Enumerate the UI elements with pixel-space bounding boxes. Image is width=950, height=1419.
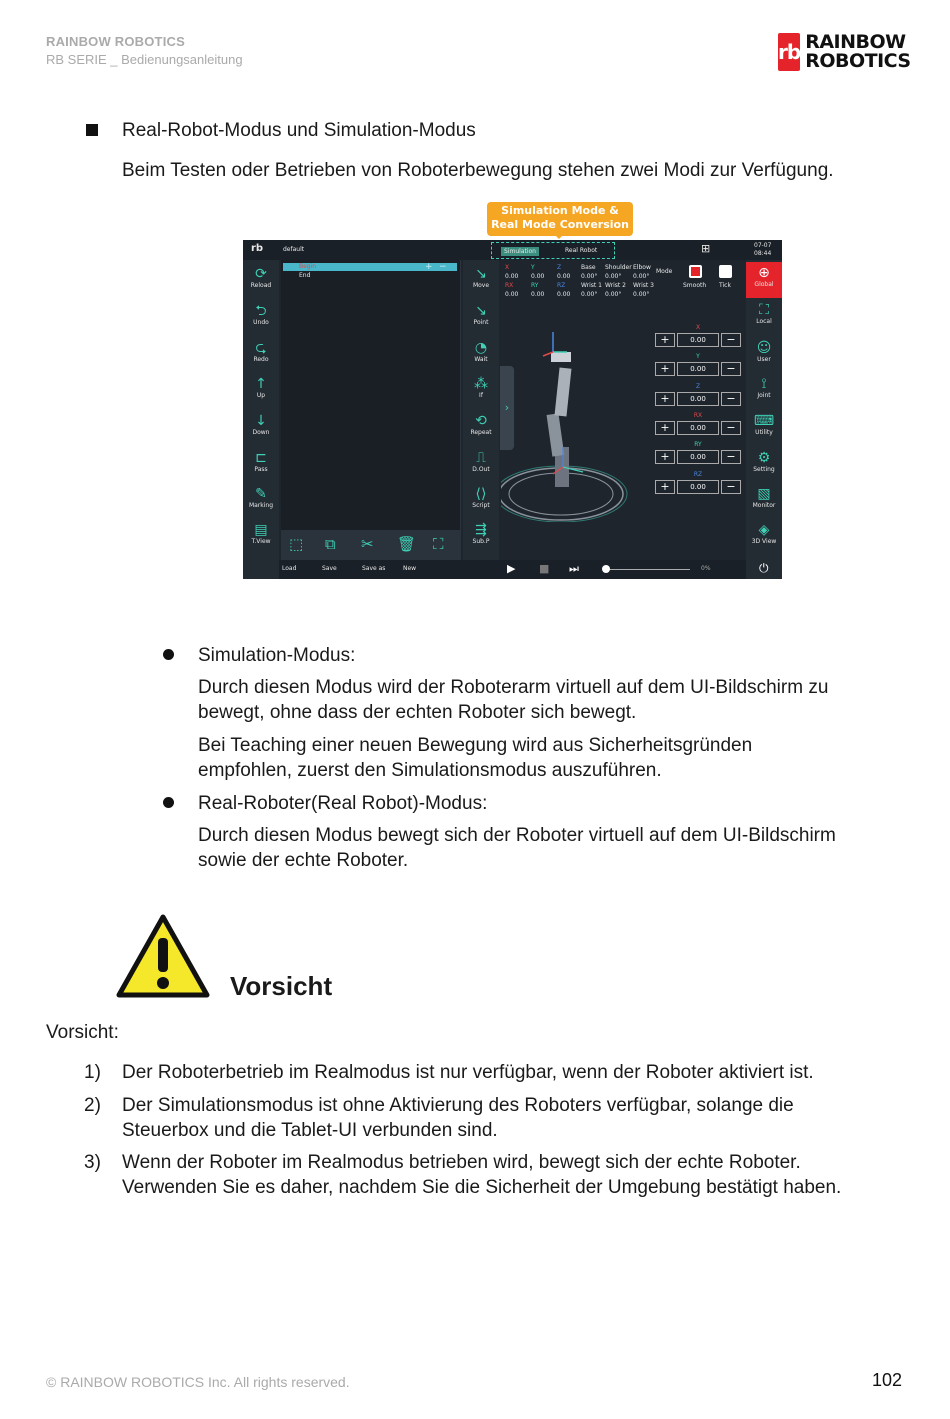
tree-begin-label: Begin: [299, 263, 317, 270]
simulation-desc-line1: Durch diesen Modus wird der Roboterarm virtuell auf dem UI-Bildschirm zu: [198, 677, 829, 698]
program-name: default: [283, 246, 305, 253]
joint-base-value: 0.00°: [581, 273, 598, 280]
screenshot-topbar: [243, 240, 782, 260]
caution-heading: Vorsicht: [230, 971, 333, 1001]
local-frame-button[interactable]: ⛶ Local: [746, 302, 782, 325]
logo-line1: RAINBOW: [805, 31, 906, 53]
if-command[interactable]: ⁂ If: [463, 376, 499, 399]
minus-icon[interactable]: −: [721, 333, 741, 347]
page-number: 102: [872, 1370, 903, 1390]
tcp-rz-value: 0.00: [557, 291, 571, 298]
plus-icon[interactable]: +: [655, 421, 675, 435]
caution-item-number: 1): [84, 1062, 101, 1083]
save-button[interactable]: Save: [322, 565, 337, 572]
caution-label: Vorsicht:: [46, 1022, 119, 1043]
joint-wrist3-label: Wrist 3: [633, 282, 654, 289]
coord-stepper-x: [655, 324, 741, 347]
tree-end-label: End: [299, 272, 311, 279]
dout-command[interactable]: ⎍ D.Out: [463, 450, 499, 473]
joint-icon: ⟟: [761, 376, 767, 392]
reload-button[interactable]: ⟳ Reload: [243, 266, 279, 289]
arrow-down-icon: ↓: [255, 413, 267, 429]
callout-line1: Simulation Mode &: [501, 204, 619, 217]
tcp-x-value: 0.00: [505, 273, 519, 280]
globe-icon: ⊕: [758, 265, 770, 281]
redo-button[interactable]: ⮎ Redo: [243, 340, 279, 363]
tcp-z-value: 0.00: [557, 273, 571, 280]
load-button[interactable]: Load: [282, 565, 297, 572]
tcp-rx-label: RX: [505, 282, 514, 289]
mode-label: Mode: [656, 268, 673, 275]
real-desc-line1: Durch diesen Modus bewegt sich der Roboter virtuell auf dem UI-Bildschirm: [198, 825, 836, 846]
caution-item-line: Der Simulationsmodus ist ohne Aktivierung des Roboters verfügbar, solange die: [122, 1095, 794, 1116]
minus-icon[interactable]: −: [721, 421, 741, 435]
company-logo: [778, 31, 911, 73]
callout-line2: Real Mode Conversion: [491, 218, 629, 231]
joint-wrist1-label: Wrist 1: [581, 282, 602, 289]
real-desc-line2: sowie der echte Roboter.: [198, 850, 409, 871]
digital-out-icon: ⎍: [476, 450, 486, 466]
step-icon[interactable]: ⏭: [569, 562, 579, 575]
coord-y-value[interactable]: 0.00: [677, 362, 719, 376]
screenshot-logo: rb: [251, 243, 264, 254]
minus-icon[interactable]: −: [721, 392, 741, 406]
bullet-dot-icon: [163, 649, 174, 660]
setting-button[interactable]: ⚙ Setting: [746, 450, 782, 473]
user-icon: ☺: [756, 340, 772, 356]
simulation-note-line2: empfohlen, zuerst den Simulationsmodus auszuführen.: [198, 760, 662, 781]
caution-item-line: Der Roboterbetrieb im Realmodus ist nur verfügbar, wenn der Roboter aktiviert ist.: [122, 1062, 814, 1083]
move-command[interactable]: ↘ Move: [463, 266, 499, 289]
repeat-icon: ⟲: [475, 413, 487, 429]
coord-x-label: X: [695, 324, 701, 331]
bullet-dot-icon: [163, 797, 174, 808]
undo-button[interactable]: ⮌ Undo: [243, 303, 279, 326]
plus-icon[interactable]: +: [655, 333, 675, 347]
minus-icon[interactable]: −: [721, 362, 741, 376]
tcp-rz-label: RZ: [557, 282, 566, 289]
save-as-button[interactable]: Save as: [362, 565, 386, 572]
coord-x-value[interactable]: 0.00: [677, 333, 719, 347]
screenshot-bottombar: [279, 560, 769, 579]
tcp-y-value: 0.00: [531, 273, 545, 280]
header-brand: RAINBOW ROBOTICS: [46, 34, 185, 49]
plus-icon[interactable]: +: [655, 392, 675, 406]
play-icon[interactable]: ▶: [507, 562, 516, 575]
simulation-note-line1: Bei Teaching einer neuen Bewegung wird aus Sicherheitsgründen: [198, 735, 753, 756]
local-icon: ⛶: [759, 302, 769, 318]
load-icon[interactable]: ⬚: [289, 535, 304, 553]
progress-text: 0%: [701, 565, 711, 572]
logo-mark: rb: [778, 33, 800, 71]
ui-screenshot: [243, 240, 782, 579]
tcp-ry-label: RY: [531, 282, 539, 289]
add-icon[interactable]: +: [425, 262, 433, 272]
progress-track[interactable]: [606, 569, 690, 570]
coord-stepper-z: [655, 383, 741, 406]
smooth-toggle[interactable]: [689, 265, 702, 278]
coord-stepper-y: [655, 353, 741, 376]
up-button[interactable]: ↑ Up: [243, 376, 279, 399]
joint-elbow-value: 0.00°: [633, 273, 650, 280]
script-icon: ⟨⟩: [475, 486, 487, 502]
script-command[interactable]: ⟨⟩ Script: [463, 486, 499, 509]
joint-elbow-label: Elbow: [633, 264, 651, 271]
3d-view-button[interactable]: ◈ 3D View: [746, 522, 782, 545]
copy-icon[interactable]: ⧉: [325, 535, 336, 553]
move-icon: ↘: [475, 266, 487, 282]
minus-icon[interactable]: −: [721, 450, 741, 464]
caution-item-number: 3): [84, 1152, 101, 1173]
simulation-mode-button[interactable]: Simulation: [501, 247, 539, 256]
fullscreen-icon[interactable]: ⛶: [433, 535, 444, 553]
right-toolbar: [746, 260, 782, 579]
mode-conversion-callout: [487, 202, 633, 236]
clock-icon: ◔: [474, 340, 488, 356]
coord-z-label: Z: [695, 383, 701, 390]
power-icon[interactable]: ⏻: [759, 561, 769, 575]
smooth-label: Smooth: [683, 282, 707, 289]
monitor-button[interactable]: ▧ Monitor: [746, 486, 782, 509]
pencil-icon: ✎: [255, 486, 267, 502]
square-bullet-icon: [86, 124, 98, 136]
wait-command[interactable]: ◔ Wait: [463, 340, 499, 363]
joint-wrist2-value: 0.00°: [605, 291, 622, 298]
plus-icon[interactable]: +: [655, 480, 675, 494]
joint-wrist1-value: 0.00°: [581, 291, 598, 298]
caution-item-line: Wenn der Roboter im Realmodus betrieben wird, bewegt sich der echte Roboter.: [122, 1152, 801, 1173]
panel-expand-handle[interactable]: ›: [500, 366, 514, 450]
simulation-mode-title: Simulation-Modus:: [198, 645, 356, 666]
point-icon: ↘: [475, 303, 487, 319]
tcp-z-label: Z: [557, 264, 562, 271]
coord-z-value[interactable]: 0.00: [677, 392, 719, 406]
pass-button[interactable]: ⊏ Pass: [243, 450, 279, 473]
document-icon: ▤: [254, 522, 268, 538]
joint-wrist3-value: 0.00°: [633, 291, 650, 298]
program-tree-panel: [281, 260, 461, 530]
utility-icon: ⌨: [753, 413, 775, 429]
trash-icon[interactable]: 🗑: [397, 535, 417, 553]
minus-icon[interactable]: −: [439, 262, 447, 272]
new-button[interactable]: New: [403, 565, 417, 572]
tcp-ry-value: 0.00: [531, 291, 545, 298]
point-command[interactable]: ↘ Point: [463, 303, 499, 326]
joint-wrist2-label: Wrist 2: [605, 282, 626, 289]
tick-label: Tick: [719, 282, 731, 289]
repeat-command[interactable]: ⟲ Repeat: [463, 413, 499, 436]
user-frame-button[interactable]: ☺ User: [746, 340, 782, 363]
arrow-up-icon: ↑: [255, 376, 267, 392]
coord-rz-label: RZ: [693, 471, 703, 478]
section-title: Real-Robot-Modus und Simulation-Modus: [122, 120, 476, 141]
coord-rx-value[interactable]: 0.00: [677, 421, 719, 435]
real-mode-title: Real-Roboter(Real Robot)-Modus:: [198, 793, 488, 814]
logo-line2: ROBOTICS: [805, 50, 911, 72]
cube-icon: ◈: [758, 522, 770, 538]
coord-stepper-rz: [655, 471, 741, 494]
utility-button[interactable]: ⌨ Utility: [746, 413, 782, 436]
plus-icon[interactable]: +: [655, 450, 675, 464]
joint-shoulder-value: 0.00°: [605, 273, 622, 280]
tick-toggle[interactable]: [719, 265, 732, 278]
coord-ry-value[interactable]: 0.00: [677, 450, 719, 464]
caution-item-line: Verwenden Sie es daher, nachdem Sie die Sicherheit der Umgebung bestätigt haben.: [122, 1177, 842, 1198]
tcp-rx-value: 0.00: [505, 291, 519, 298]
plus-icon[interactable]: +: [655, 362, 675, 376]
tcp-x-label: X: [505, 264, 510, 271]
section-intro: Beim Testen oder Betrieben von Roboterbewegung stehen zwei Modi zur Verfügung.: [122, 160, 834, 181]
coord-rx-label: RX: [693, 412, 703, 419]
reload-icon: ⟳: [255, 266, 267, 282]
tree-view-button[interactable]: ▤ T.View: [243, 522, 279, 545]
real-robot-mode-button[interactable]: Real Robot: [565, 247, 598, 254]
footer-copyright: © RAINBOW ROBOTICS Inc. All rights reserved.: [46, 1374, 350, 1390]
branch-icon: ⁂: [474, 376, 488, 392]
callout-pointer: [553, 233, 565, 239]
joint-base-label: Base: [581, 264, 596, 271]
undo-icon: ⮌: [255, 303, 267, 319]
stop-icon[interactable]: ■: [539, 562, 550, 575]
tcp-y-label: Y: [531, 264, 535, 271]
global-frame-button[interactable]: ⊕ Global: [746, 262, 782, 298]
down-button[interactable]: ↓ Down: [243, 413, 279, 436]
joint-shoulder-label: Shoulder: [605, 264, 632, 271]
program-action-bar: [281, 530, 461, 560]
gear-icon: ⚙: [757, 450, 771, 466]
marking-button[interactable]: ✎ Marking: [243, 486, 279, 509]
subprogram-icon: ⇶: [475, 522, 487, 538]
redo-icon: ⮎: [255, 340, 267, 356]
warning-triangle-icon: [116, 914, 210, 998]
simulation-desc-line2: bewegt, ohne dass der echten Roboter sich bewegt.: [198, 702, 637, 723]
caution-item-number: 2): [84, 1095, 101, 1116]
left-toolbar: [243, 260, 279, 579]
coord-ry-label: RY: [694, 441, 702, 448]
subprogram-command[interactable]: ⇶ Sub.P: [463, 522, 499, 545]
joint-button[interactable]: ⟟ Joint: [746, 376, 782, 399]
pass-icon: ⊏: [255, 450, 267, 466]
caution-item-line: Steuerbox und die Tablet-UI verbunden sind.: [122, 1120, 498, 1141]
logo-text: [805, 33, 910, 71]
coord-y-label: Y: [696, 353, 700, 360]
date-readout: 07-07: [754, 242, 772, 249]
coord-stepper-ry: [655, 441, 741, 464]
cut-icon[interactable]: ✂: [361, 535, 374, 553]
coord-stepper-rx: [655, 412, 741, 435]
network-icon: ⊞: [701, 242, 711, 255]
progress-handle[interactable]: [602, 565, 610, 573]
coord-rz-value[interactable]: 0.00: [677, 480, 719, 494]
monitor-icon: ▧: [757, 486, 771, 502]
header-subtitle: RB SERIE _ Bedienungsanleitung: [46, 52, 243, 67]
command-toolbar: [463, 260, 499, 579]
minus-icon[interactable]: −: [721, 480, 741, 494]
time-readout: 08:44: [754, 250, 772, 257]
